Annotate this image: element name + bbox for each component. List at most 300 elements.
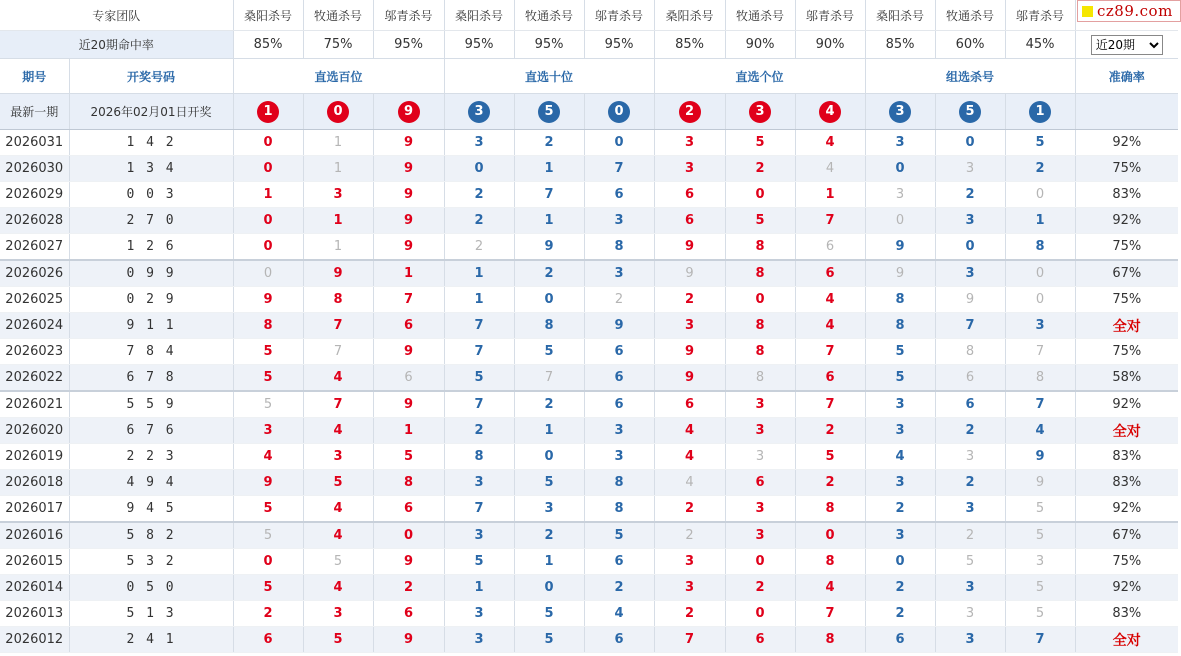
kill-number: 3 <box>865 470 935 496</box>
draw-numbers: 7 8 4 <box>69 339 233 365</box>
kill-number: 5 <box>303 470 373 496</box>
kill-number: 6 <box>654 391 725 418</box>
kill-number: 5 <box>444 549 514 575</box>
table-row <box>0 313 1178 339</box>
table-row <box>0 549 1178 575</box>
kill-number: 2 <box>584 575 654 601</box>
kill-number: 1 <box>514 549 584 575</box>
number-ball: 0 <box>327 101 349 123</box>
kill-number: 6 <box>795 260 865 287</box>
table-row <box>0 470 1178 496</box>
draw-numbers: 1 3 4 <box>69 156 233 182</box>
kill-number: 2 <box>865 601 935 627</box>
kill-number: 2 <box>514 391 584 418</box>
kill-number: 0 <box>233 208 303 234</box>
hit-rate-value: 95% <box>584 31 654 59</box>
kill-number: 9 <box>654 339 725 365</box>
kill-number: 5 <box>725 208 795 234</box>
number-ball: 5 <box>959 101 981 123</box>
kill-number: 3 <box>584 444 654 470</box>
kill-number: 8 <box>233 313 303 339</box>
kill-number: 5 <box>1005 130 1075 156</box>
kill-number: 2 <box>795 418 865 444</box>
kill-number: 8 <box>444 444 514 470</box>
kill-number: 9 <box>373 627 444 653</box>
kill-number: 1 <box>444 575 514 601</box>
kill-number: 2 <box>795 470 865 496</box>
period-select[interactable] <box>1091 35 1163 55</box>
issue-number: 2026019 <box>0 444 69 470</box>
kill-number: 3 <box>444 130 514 156</box>
column-header-row <box>0 59 1178 94</box>
kill-number: 7 <box>795 208 865 234</box>
kill-number: 5 <box>865 365 935 392</box>
number-ball: 3 <box>889 101 911 123</box>
group-header-group-kill: 组选杀号 <box>865 59 1075 94</box>
expert-name: 牧通杀号 <box>725 0 795 31</box>
expert-name: 桑阳杀号 <box>444 0 514 31</box>
accuracy-value: 92% <box>1075 208 1178 234</box>
kill-number: 4 <box>654 444 725 470</box>
kill-number: 6 <box>584 549 654 575</box>
number-ball: 3 <box>468 101 490 123</box>
kill-number: 6 <box>584 339 654 365</box>
table-row <box>0 208 1178 234</box>
kill-number: 0 <box>935 130 1005 156</box>
kill-number: 0 <box>1005 260 1075 287</box>
kill-number: 4 <box>303 365 373 392</box>
kill-number: 8 <box>725 339 795 365</box>
hit-rate-value: 75% <box>303 31 373 59</box>
latest-kill-cell <box>514 94 584 130</box>
group-header-hundreds: 直选百位 <box>233 59 444 94</box>
accuracy-value: 67% <box>1075 522 1178 549</box>
kill-number: 0 <box>725 549 795 575</box>
kill-number: 0 <box>514 444 584 470</box>
kill-number: 5 <box>935 549 1005 575</box>
kill-number: 1 <box>233 182 303 208</box>
kill-number: 3 <box>654 156 725 182</box>
number-ball: 9 <box>398 101 420 123</box>
kill-number: 3 <box>935 601 1005 627</box>
kill-number: 3 <box>935 156 1005 182</box>
draw-numbers: 0 0 3 <box>69 182 233 208</box>
hit-rate-value: 60% <box>935 31 1005 59</box>
kill-number: 2 <box>514 260 584 287</box>
table-row <box>0 601 1178 627</box>
kill-number: 7 <box>584 156 654 182</box>
number-ball: 1 <box>257 101 279 123</box>
number-ball: 5 <box>538 101 560 123</box>
kill-number: 9 <box>373 130 444 156</box>
draw-numbers: 5 3 2 <box>69 549 233 575</box>
kill-number: 3 <box>233 418 303 444</box>
kill-number: 4 <box>1005 418 1075 444</box>
kill-number: 4 <box>795 130 865 156</box>
kill-number: 1 <box>303 156 373 182</box>
kill-number: 8 <box>725 365 795 392</box>
kill-number: 1 <box>373 260 444 287</box>
kill-number: 0 <box>865 156 935 182</box>
kill-number: 1 <box>1005 208 1075 234</box>
issue-number: 2026020 <box>0 418 69 444</box>
kill-number: 4 <box>233 444 303 470</box>
kill-number: 4 <box>303 496 373 523</box>
accuracy-value: 全对 <box>1075 418 1178 444</box>
accuracy-value: 83% <box>1075 470 1178 496</box>
kill-number: 3 <box>865 522 935 549</box>
kill-number: 7 <box>444 496 514 523</box>
kill-number: 9 <box>654 260 725 287</box>
draw-numbers: 0 9 9 <box>69 260 233 287</box>
latest-kill-cell <box>654 94 725 130</box>
kill-number: 2 <box>444 418 514 444</box>
kill-number: 3 <box>584 418 654 444</box>
kill-number: 7 <box>1005 627 1075 653</box>
kill-number: 3 <box>303 601 373 627</box>
kill-number: 6 <box>233 627 303 653</box>
issue-number: 2026017 <box>0 496 69 523</box>
kill-number: 7 <box>1005 391 1075 418</box>
table-row <box>0 130 1178 156</box>
kill-number: 6 <box>373 365 444 392</box>
kill-number: 4 <box>654 470 725 496</box>
expert-name: 桑阳杀号 <box>654 0 725 31</box>
kill-number: 8 <box>725 313 795 339</box>
kill-number: 1 <box>373 418 444 444</box>
kill-number: 3 <box>1005 549 1075 575</box>
kill-number: 7 <box>303 391 373 418</box>
issue-number: 2026024 <box>0 313 69 339</box>
kill-number: 5 <box>233 339 303 365</box>
kill-number: 9 <box>654 365 725 392</box>
kill-number: 5 <box>514 601 584 627</box>
draw-numbers: 0 5 0 <box>69 575 233 601</box>
kill-number: 7 <box>935 313 1005 339</box>
kill-number: 8 <box>1005 234 1075 261</box>
kill-number: 9 <box>1005 444 1075 470</box>
kill-number: 3 <box>584 208 654 234</box>
draw-header: 开奖号码 <box>69 59 233 94</box>
kill-number: 1 <box>303 234 373 261</box>
kill-number: 3 <box>444 470 514 496</box>
issue-number: 2026015 <box>0 549 69 575</box>
kill-number: 3 <box>725 496 795 523</box>
kill-number: 6 <box>584 627 654 653</box>
accuracy-value: 92% <box>1075 575 1178 601</box>
kill-number: 9 <box>514 234 584 261</box>
kill-number: 5 <box>514 470 584 496</box>
kill-number: 6 <box>795 234 865 261</box>
accuracy-value: 92% <box>1075 391 1178 418</box>
table-row <box>0 627 1178 653</box>
kill-number: 3 <box>654 575 725 601</box>
kill-number: 0 <box>935 234 1005 261</box>
issue-number: 2026030 <box>0 156 69 182</box>
latest-kill-cell <box>444 94 514 130</box>
kill-number: 9 <box>373 208 444 234</box>
kill-number: 3 <box>303 182 373 208</box>
kill-number: 3 <box>725 522 795 549</box>
latest-draw-date: 2026年02月01日开奖 <box>69 94 233 130</box>
kill-number: 5 <box>303 549 373 575</box>
issue-number: 2026026 <box>0 260 69 287</box>
latest-kill-cell <box>865 94 935 130</box>
expert-name: 牧通杀号 <box>303 0 373 31</box>
kill-number: 2 <box>725 156 795 182</box>
draw-numbers: 6 7 6 <box>69 418 233 444</box>
kill-number: 6 <box>654 182 725 208</box>
kill-number: 9 <box>373 339 444 365</box>
table-row <box>0 234 1178 261</box>
issue-number: 2026018 <box>0 470 69 496</box>
hit-rate-value: 85% <box>233 31 303 59</box>
kill-number: 5 <box>1005 522 1075 549</box>
expert-name: 牧通杀号 <box>935 0 1005 31</box>
hit-rate-value: 95% <box>514 31 584 59</box>
kill-number: 7 <box>654 627 725 653</box>
issue-number: 2026014 <box>0 575 69 601</box>
latest-kill-cell <box>303 94 373 130</box>
kill-number: 3 <box>865 391 935 418</box>
latest-kill-cell <box>935 94 1005 130</box>
kill-number: 0 <box>514 575 584 601</box>
expert-team-label: 专家团队 <box>0 0 233 31</box>
accuracy-value: 83% <box>1075 601 1178 627</box>
kill-number: 0 <box>1005 287 1075 313</box>
kill-number: 5 <box>584 522 654 549</box>
kill-number: 7 <box>795 391 865 418</box>
kill-number: 7 <box>373 287 444 313</box>
kill-number: 4 <box>795 313 865 339</box>
issue-number: 2026021 <box>0 391 69 418</box>
kill-number: 3 <box>654 130 725 156</box>
expert-name: 牧通杀号 <box>514 0 584 31</box>
kill-number: 3 <box>303 444 373 470</box>
hit-rate-value: 45% <box>1005 31 1075 59</box>
kill-number: 3 <box>654 313 725 339</box>
kill-number: 5 <box>1005 496 1075 523</box>
kill-number: 2 <box>935 182 1005 208</box>
kill-number: 5 <box>373 444 444 470</box>
accuracy-value: 58% <box>1075 365 1178 392</box>
kill-number: 0 <box>1005 182 1075 208</box>
table-row <box>0 365 1178 392</box>
group-header-tens: 直选十位 <box>444 59 654 94</box>
kill-number: 5 <box>1005 575 1075 601</box>
kill-number: 2 <box>584 287 654 313</box>
issue-number: 2026029 <box>0 182 69 208</box>
kill-number: 2 <box>654 287 725 313</box>
kill-number: 3 <box>935 627 1005 653</box>
kill-number: 2 <box>935 470 1005 496</box>
draw-numbers: 1 2 6 <box>69 234 233 261</box>
kill-number: 1 <box>303 208 373 234</box>
kill-number: 2 <box>444 208 514 234</box>
kill-number: 1 <box>514 418 584 444</box>
kill-number: 9 <box>303 260 373 287</box>
expert-name: 桑阳杀号 <box>865 0 935 31</box>
kill-number: 5 <box>444 365 514 392</box>
kill-number: 2 <box>865 575 935 601</box>
hit-rate-row <box>0 31 1178 59</box>
kill-number: 2 <box>654 522 725 549</box>
kill-number: 0 <box>725 287 795 313</box>
kill-number: 3 <box>725 444 795 470</box>
kill-number: 2 <box>935 418 1005 444</box>
kill-number: 5 <box>514 627 584 653</box>
issue-number: 2026016 <box>0 522 69 549</box>
kill-number: 3 <box>935 260 1005 287</box>
number-ball: 0 <box>608 101 630 123</box>
kill-number: 3 <box>725 391 795 418</box>
kill-number: 9 <box>373 549 444 575</box>
accuracy-value: 全对 <box>1075 627 1178 653</box>
kill-number: 4 <box>303 418 373 444</box>
draw-numbers: 1 4 2 <box>69 130 233 156</box>
draw-numbers: 5 8 2 <box>69 522 233 549</box>
yellow-square-icon <box>1082 6 1093 17</box>
accuracy-value: 全对 <box>1075 313 1178 339</box>
draw-numbers: 9 4 5 <box>69 496 233 523</box>
kill-number: 5 <box>865 339 935 365</box>
draw-numbers: 6 7 8 <box>69 365 233 392</box>
brand-text: cz89.com <box>1097 2 1173 20</box>
issue-header: 期号 <box>0 59 69 94</box>
kill-number: 3 <box>865 182 935 208</box>
latest-accuracy-cell <box>1075 94 1178 130</box>
kill-number: 7 <box>444 339 514 365</box>
kill-number: 3 <box>444 522 514 549</box>
kill-number: 9 <box>373 182 444 208</box>
kill-number: 9 <box>373 156 444 182</box>
latest-kill-cell <box>373 94 444 130</box>
draw-numbers: 5 5 9 <box>69 391 233 418</box>
kill-number: 8 <box>725 234 795 261</box>
kill-number: 3 <box>865 418 935 444</box>
kill-number: 8 <box>725 260 795 287</box>
kill-number: 0 <box>444 156 514 182</box>
brand-logo[interactable] <box>1077 0 1181 22</box>
kill-number: 0 <box>233 156 303 182</box>
kill-number: 3 <box>935 575 1005 601</box>
kill-number: 2 <box>865 496 935 523</box>
kill-number: 3 <box>584 260 654 287</box>
kill-number: 3 <box>1005 313 1075 339</box>
accuracy-value: 75% <box>1075 156 1178 182</box>
kill-number: 7 <box>444 391 514 418</box>
kill-number: 1 <box>303 130 373 156</box>
kill-number: 7 <box>514 365 584 392</box>
kill-number: 6 <box>373 313 444 339</box>
kill-number: 6 <box>725 470 795 496</box>
kill-number: 1 <box>444 260 514 287</box>
kill-number: 5 <box>233 391 303 418</box>
kill-number: 8 <box>584 496 654 523</box>
latest-kill-cell <box>233 94 303 130</box>
kill-number: 9 <box>233 287 303 313</box>
kill-number: 7 <box>1005 339 1075 365</box>
kill-number: 6 <box>654 208 725 234</box>
table-row <box>0 575 1178 601</box>
kill-number: 2 <box>514 130 584 156</box>
hit-rate-value: 85% <box>865 31 935 59</box>
latest-kill-cell <box>725 94 795 130</box>
issue-number: 2026023 <box>0 339 69 365</box>
kill-number: 6 <box>795 365 865 392</box>
accuracy-value: 75% <box>1075 287 1178 313</box>
number-ball: 4 <box>819 101 841 123</box>
accuracy-value: 83% <box>1075 182 1178 208</box>
accuracy-value: 75% <box>1075 234 1178 261</box>
period-select-cell <box>1075 31 1178 59</box>
kill-number: 2 <box>444 234 514 261</box>
kill-number: 6 <box>584 365 654 392</box>
issue-number: 2026027 <box>0 234 69 261</box>
hit-rate-label: 近20期命中率 <box>0 31 233 59</box>
kill-number: 3 <box>725 418 795 444</box>
accuracy-header: 准确率 <box>1075 59 1178 94</box>
table-row <box>0 418 1178 444</box>
kill-number: 9 <box>865 234 935 261</box>
expert-row <box>0 0 1178 31</box>
kill-number: 3 <box>935 496 1005 523</box>
kill-number: 6 <box>373 601 444 627</box>
kill-number: 8 <box>303 287 373 313</box>
draw-numbers: 2 7 0 <box>69 208 233 234</box>
accuracy-value: 83% <box>1075 444 1178 470</box>
kill-number: 8 <box>795 496 865 523</box>
kill-number: 0 <box>725 601 795 627</box>
hit-rate-value: 90% <box>725 31 795 59</box>
kill-number: 6 <box>865 627 935 653</box>
kill-number: 2 <box>373 575 444 601</box>
kill-number: 4 <box>795 156 865 182</box>
number-ball: 1 <box>1029 101 1051 123</box>
number-ball: 3 <box>749 101 771 123</box>
kill-number: 5 <box>233 575 303 601</box>
kill-number: 2 <box>514 522 584 549</box>
kill-number: 7 <box>795 601 865 627</box>
latest-kill-cell <box>795 94 865 130</box>
kill-number: 0 <box>373 522 444 549</box>
kill-number: 0 <box>233 260 303 287</box>
kill-number: 2 <box>935 522 1005 549</box>
kill-number: 1 <box>514 208 584 234</box>
table-row <box>0 260 1178 287</box>
kill-number: 8 <box>584 470 654 496</box>
kill-number: 6 <box>584 182 654 208</box>
kill-number: 6 <box>373 496 444 523</box>
kill-number: 7 <box>444 313 514 339</box>
kill-number: 5 <box>233 522 303 549</box>
number-ball: 2 <box>679 101 701 123</box>
kill-number: 9 <box>584 313 654 339</box>
kill-number: 8 <box>865 287 935 313</box>
kill-number: 8 <box>865 313 935 339</box>
kill-number: 4 <box>584 601 654 627</box>
kill-number: 3 <box>514 496 584 523</box>
issue-number: 2026012 <box>0 627 69 653</box>
expert-name: 邬青杀号 <box>373 0 444 31</box>
kill-number: 4 <box>795 575 865 601</box>
table-row <box>0 156 1178 182</box>
kill-number: 8 <box>373 470 444 496</box>
kill-number: 4 <box>795 287 865 313</box>
expert-name: 邬青杀号 <box>584 0 654 31</box>
kill-number: 2 <box>654 496 725 523</box>
kill-number: 1 <box>444 287 514 313</box>
